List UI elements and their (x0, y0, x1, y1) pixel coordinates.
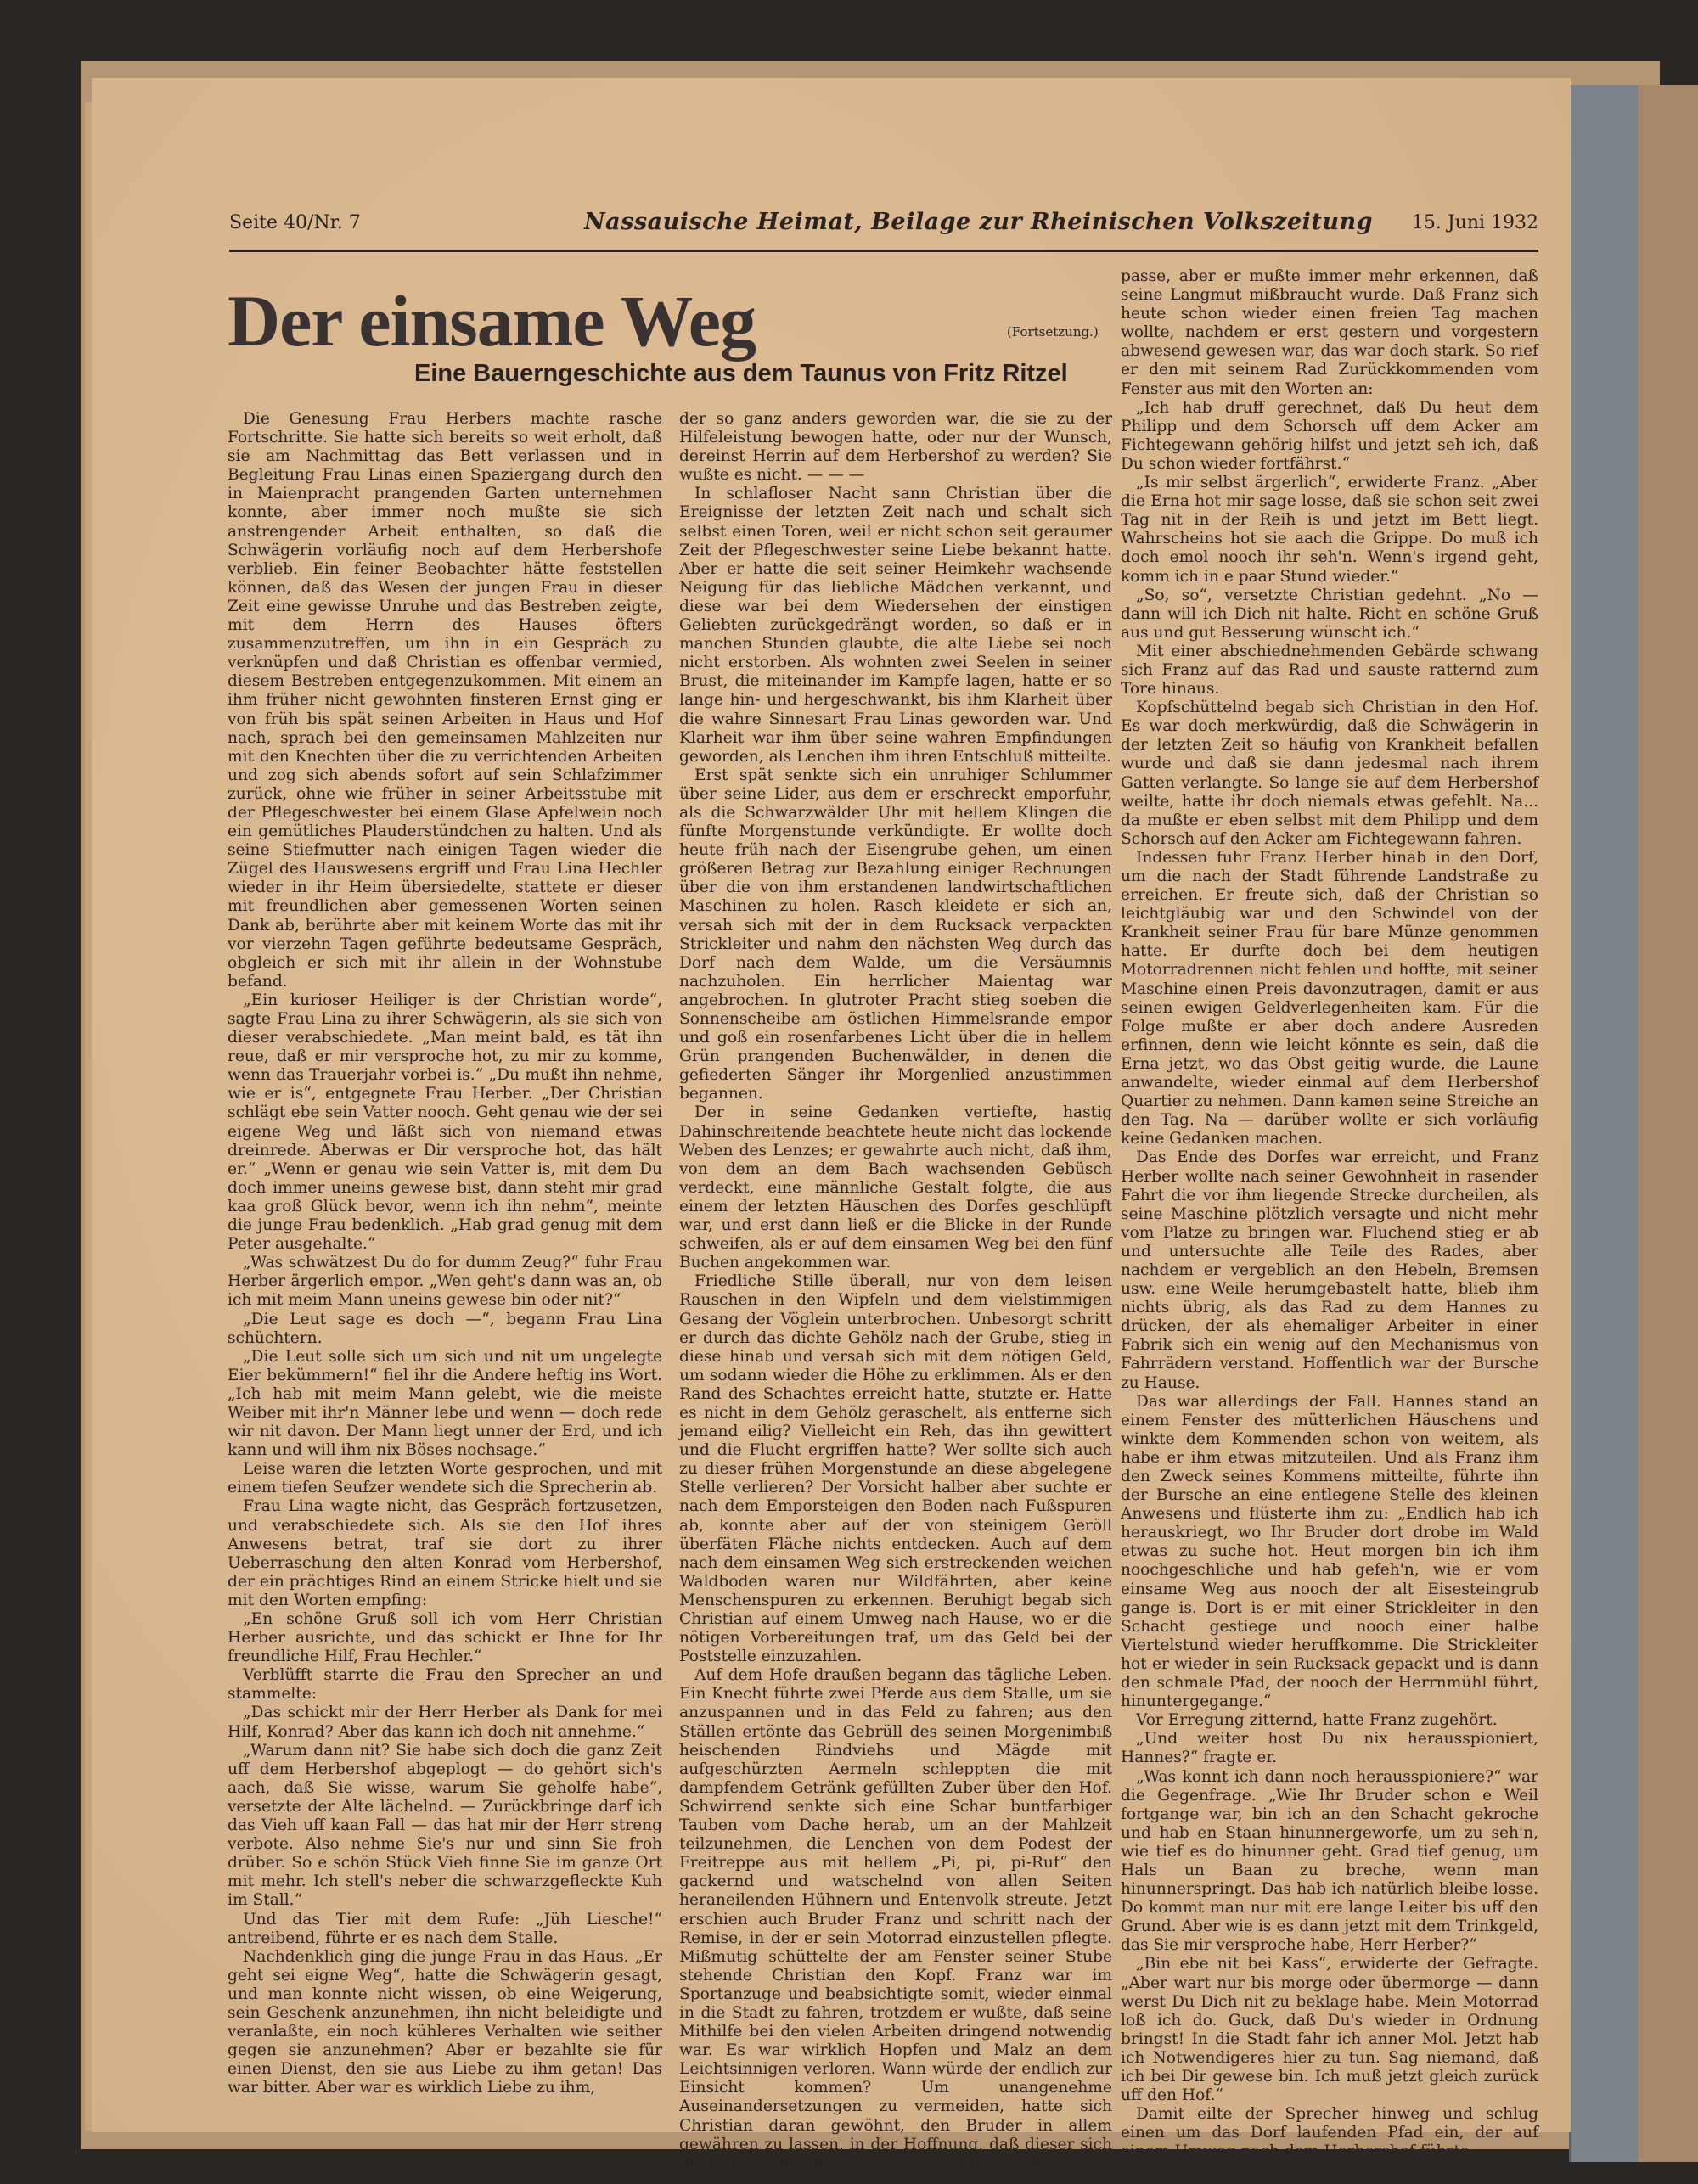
right-page-edge (1639, 85, 1698, 2162)
paragraph: „Das schickt mir der Herr Herber als Dank for mei Hilf, Konrad? Aber das kann ich doch nit annehme.“ (228, 1704, 662, 1741)
text-column-1 (228, 410, 662, 2097)
paragraph: „Die Leut sage es doch —“, begann Frau Lina schüchtern. (228, 1310, 662, 1347)
paragraph: Leise waren die letzten Worte gesprochen, und mit einem tiefen Seufzer wendete sich die Sprecherin ab. (228, 1460, 662, 1497)
paragraph: Das war allerdings der Fall. Hannes stand an einem Fenster des mütterlichen Häuschens und winkte dem Kommenden schon von weitem, als habe er ihm etwas mitzuteilen. Und als Franz ihm den Zweck seines Kommens mitteilte, führte ihn der Bursche an eine entlegene Stelle des kleinen Anwesens und flüsterte ihm zu: „Endlich hab ich herauskriegt, wo Ihr Bruder dort drobe im Wald etwas zu suche hot. Heut morgen bin ich ihm noochgeschliche und hab gefeh'n, wie er vom einsame Weg aus nooch der alt Eisesteingrub gange is. Dort is er mit einer Strickleiter in den Schacht gestiege und nooch einer halbe Viertelstund wieder heruffkomme. Die Strickleiter hot er wieder in sein Rucksack gepackt und is dann den schmale Pfad, der nooch der Herrnmühl führt, hinuntergegange.“ (1121, 1392, 1538, 1711)
paragraph: „En schöne Gruß soll ich vom Herr Christian Herber ausrichte, und das schickt er Ihne for Ihr freundliche Hilf, Frau Hechler.“ (228, 1610, 662, 1666)
issue-date: 15. Juni 1932 (1411, 212, 1538, 233)
page-header (229, 209, 1538, 252)
paragraph: „So, so“, versetzte Christian gedehnt. „No — dann will ich Dich nit halte. Richt en schöne Gruß aus und gut Besserung wünscht ich.“ (1121, 586, 1538, 642)
paragraph: „Warum dann nit? Sie habe sich doch die ganz Zeit uff dem Herbershof abgeplogt — do gehört sich's aach, daß Sie wisse, warum Sie geholfe habe“, versetzte der Alte lächelnd. — Zurückbringe darf ich das Vieh uff kaan Fall — das hat mir der Herr streng verbote. Also nehme Sie's nur und sinn Sie froh drüber. So e schön Stück Vieh finne Sie im ganze Ort mit mehr. Ich stell's neber die schwarzgefleckte Kuh im Stall.“ (228, 1741, 662, 1910)
text-column-3 (1121, 267, 1538, 2181)
paragraph: Verblüfft starrte die Frau den Sprecher an und stammelte: (228, 1666, 662, 1704)
paragraph: Der in seine Gedanken vertiefte, hastig Dahinschreitende beachtete heute nicht das lockende Weben des Lenzes; er gewahrte auch nicht, daß ihm, von dem an dem Bach wachsenden Gebüsch verdeckt, eine männliche Gestalt folgte, die aus einem der letzten Häuschen des Dorfes geschlüpft war, und erst dann ließ er die Blicke in der Runde schweifen, als er auf dem einsamen Weg bei den fünf Buchen angekommen war. (679, 1103, 1112, 1272)
paragraph: „Und weiter host Du nix herausspioniert, Hannes?“ fragte er. (1121, 1730, 1538, 1767)
paragraph: Das Ende des Dorfes war erreicht, und Franz Herber wollte nach seiner Gewohnheit in rasender Fahrt die vor ihm liegende Strecke durcheilen, als seine Maschine plötzlich versagte und nicht mehr vom Platze zu bringen war. Fluchend stieg er ab und untersuchte alle Teile des Rades, aber nachdem er vergeblich an den Hebeln, Bremsen usw. eine Weile herumgebastelt hatte, blieb ihm nichts übrig, als das Rad zu dem Hannes zu drücken, der als ehemaliger Arbeiter in einer Fabrik sich ein wenig auf den Mechanismus von Fahrrädern verstand. Hoffentlich war der Bursche zu Hause. (1121, 1148, 1538, 1392)
paragraph: In schlafloser Nacht sann Christian über die Ereignisse der letzten Zeit nach und schalt sich selbst einen Toren, weil er nicht schon seit geraumer Zeit der Pflegeschwester seine Liebe bekannt hatte. Aber er hatte die seit seiner Heimkehr wachsende Neigung für das liebliche Mädchen verkannt, und diese war bei dem Wiedersehen der einstigen Geliebten zurückgedrängt worden, so daß er in manchen Stunden glaubte, die alte Liebe sei noch nicht erstorben. Als wohnten zwei Seelen in seiner Brust, die miteinander im Kampfe lagen, hatte er so lange hin- und hergeschwankt, bis ihm Klarheit über die wahre Sinnesart Frau Linas geworden war. Und Klarheit war ihm über seine wahren Empfindungen geworden, als Lenchen ihm ihren Entschluß mitteilte. (679, 485, 1112, 766)
paragraph: Kopfschüttelnd begab sich Christian in den Hof. Es war doch merkwürdig, daß die Schwägerin in der letzten Zeit so häufig von Krankheit befallen wurde und daß sie dann jedesmal nach ihrem Gatten verlangte. So lange sie auf dem Herbershof weilte, hatte ihr doch niemals etwas gefehlt. Na... da mußte er eben selbst mit dem Philipp und dem Schorsch auf den Acker am Fichtegewann fahren. (1121, 699, 1538, 848)
article-subtitle: Eine Bauerngeschichte aus dem Taunus von Fritz Ritzel (414, 360, 1068, 387)
paragraph: „Ich hab druff gerechnet, daß Du heut dem Philipp und dem Schorsch uff dem Acker am Fichtegewann gehörig hilfst und jetzt seh ich, daß Du schon wieder fortfährst.“ (1121, 398, 1538, 473)
binder-strip (1569, 85, 1641, 2162)
paragraph: „Ein kurioser Heiliger is der Christian worde“, sagte Frau Lina zu ihrer Schwägerin, als sie sich von dieser verabschiedete. „Man meint bald, es tät ihn reue, daß er mir versproche hot, zu mir zu komme, wenn das Trauerjahr vorbei is.“ „Du mußt ihn nehme, wie er is“, entgegnete Frau Herber. „Der Christian schlägt ebe sein Vatter nooch. Geht genau wie der sei eigene Weg und läßt sich von niemand etwas dreinrede. Aberwas er Dir versproche hot, das hält er.“ „Wenn er genau wie sein Vatter is, mit dem Du doch immer uneins gewese bist, dann steht mir grad kaa groß Glück bevor, wenn ich ihn nehm“, meinte die junge Frau bedenklich. „Hab grad genug mit dem Peter ausgehalte.“ (228, 991, 662, 1254)
paragraph: „Was schwätzest Du do for dumm Zeug?“ fuhr Frau Herber ärgerlich empor. „Wen geht's dann was an, ob ich mit meim Mann uneins gewese bin oder nit?“ (228, 1254, 662, 1310)
paragraph: „Is mir selbst ärgerlich“, erwiderte Franz. „Aber die Erna hot mir sage losse, daß sie schon seit zwei Tag nit in der Reih is und jetzt im Bett liegt. Wahrscheins hot sie aach die Grippe. Do muß ich doch emol nooch ihr seh'n. Wenn's irgend geht, komm ich in e paar Stund wieder.“ (1121, 474, 1538, 586)
paragraph: Friedliche Stille überall, nur von dem leisen Rauschen in den Wipfeln und dem vielstimmigen Gesang der Vöglein unterbrochen. Unbesorgt schritt er durch das dichte Gehölz nach der Grube, stieg in diese hinab und versah sich mit dem nötigen Geld, um sodann wieder die Höhe zu erklimmen. Als er den Rand des Schachtes erreicht hatte, stutzte er. Hatte es nicht in dem Gehölz geraschelt, als entferne sich jemand eilig? Vielleicht ein Reh, das ihn gewittert und die Flucht ergriffen hatte? Wer sollte sich auch zu dieser frühen Morgenstunde an diese abgelegene Stelle verlieren? Der Vorsicht halber aber suchte er nach dem Emporsteigen den Boden nach Fußspuren ab, konnte aber auf der von steinigem Geröll überfäten Fläche nichts entdecken. Auch auf dem nach dem einsamen Weg sich erstreckenden weichen Waldboden waren nur Wildfährten, aber keine Menschenspuren zu erkennen. Beruhigt begab sich Christian auf einem Umweg nach Hause, wo er die nötigen Vorbereitungen traf, um das Geld bei der Poststelle einzuzahlen. (679, 1272, 1112, 1666)
paragraph: Auf dem Hofe draußen begann das tägliche Leben. Ein Knecht führte zwei Pferde aus dem Stalle, um sie anzuspannen und in das Feld zu fahren; aus den Ställen ertönte das Gebrüll des seinen Morgenimbiß heischenden Rindviehs und Mägde mit aufgeschürzten Aermeln schleppten die mit dampfendem Getränk gefüllten Zuber über den Hof. Schwirrend senkte sich eine Schar buntfarbiger Tauben vom Dache herab, um an der Mahlzeit teilzunehmen, die Lenchen von dem Podest der Freitreppe aus mit hellem „Pi, pi, pi-Ruf“ den gackernd und watschelnd von allen Seiten heraneilenden Hühnern und Entenvolk streute. Jetzt erschien auch Bruder Franz und schritt nach der Remise, in der er sein Motorrad einzustellen pflegte. Mißmutig schüttelte der am Fenster seiner Stube stehende Christian den Kopf. Franz war im Sportanzuge und beabsichtigte somit, wieder einmal in die Stadt zu fahren, trotzdem er wußte, daß seine Mithilfe bei den vielen Arbeiten dringend notwendig war. Es war wirklich Hopfen und Malz an dem Leichtsinnigen verloren. Wann würde der endlich zur Einsicht kommen? Um unangenehme Auseinandersetzungen zu vermeiden, hatte sich Christian daran gewöhnt, den Bruder in allem gewähren zu lassen, in der Hoffnung, daß dieser sich mit der Zeit den gegebenen Verhältnissen an- (679, 1666, 1112, 2172)
paragraph: Die Genesung Frau Herbers machte rasche Fortschritte. Sie hatte sich bereits so weit erholt, daß sie am Nachmittag das Bett verlassen und in Begleitung Frau Linas einen Spaziergang durch den in Maienpracht prangenden Garten unternehmen konnte, aber immer noch mußte sie sich anstrengender Arbeit enthalten, so daß die Schwägerin vorläufig noch auf dem Herbershofe verblieb. Ein feiner Beobachter hätte feststellen können, daß das Wesen der jungen Frau in dieser Zeit eine gewisse Unruhe und das Bestreben zeigte, mit dem Herrn des Hauses öfters zusammenzutreffen, um ihn in ein Gespräch zu verknüpfen und daß Christian es offenbar vermied, diesem Bestreben entgegenzukommen. Mit einem an ihm früher nicht gewohnten finsteren Ernst ging er von früh bis spät seinen Arbeiten in Haus und Hof nach, sprach bei den gemeinsamen Mahlzeiten nur mit den Knechten über die zu verrichtenden Arbeiten und zog sich abends sofort auf sein Schlafzimmer zurück, ohne wie früher in seiner Arbeitsstube mit der Pflegeschwester bei einem Glase Apfelwein noch ein gemütliches Plauderstündchen zu halten. Und als seine Stiefmutter nach einigen Tagen wieder die Zügel des Hauswesens ergriff und Frau Lina Hechler wieder in ihr Heim übersiedelte, stattete er dieser mit freundlichen aber gemessenen Worten seinen Dank ab, berührte aber mit keinem Worte das mit ihr vor vierzehn Tagen geführte bedeutsame Gespräch, obgleich er sich mit ihr allein in der Wohnstube befand. (228, 410, 662, 991)
continued-note: (Fortsetzung folgt.) (1421, 2167, 1538, 2181)
paragraph: Nachdenklich ging die junge Frau in das Haus. „Er geht sei eigne Weg“, hatte die Schwägerin gesagt, und man konnte nicht wissen, ob eine Weigerung, sein Geschenk anzunehmen, ihn nicht beleidigte und veranlaßte, ein noch kühleres Verhalten wie seither gegen sie anzunehmen? Aber er bezahlte sie für einen Dienst, den sie aus Liebe zu ihm getan! Das war bitter. Aber war es wirklich Liebe zu ihm, (228, 1947, 662, 2097)
page-number: Seite 40/Nr. 7 (229, 212, 361, 233)
article-title: Der einsame Weg (228, 280, 756, 362)
text-column-2 (679, 410, 1112, 2172)
paragraph: „Bin ebe nit bei Kass“, erwiderte der Gefragte. „Aber wart nur bis morge oder übermorge — dann werst Du Dich nit zu beklage habe. Mein Motorrad loß ich do. Guck, daß Du's wieder in Ordnung bringst! In die Stadt fahr ich anner Mol. Jetzt hab ich Notwendigeres hier zu tun. Sag niemand, daß ich bei Dir gewese bin. Ich muß jetzt gleich zurück uff den Hof.“ (1121, 1955, 1538, 2105)
paragraph: „Die Leut solle sich um sich und nit um ungelegte Eier bekümmern!“ fiel ihr die Andere heftig ins Wort. „Ich hab mit meim Mann gelebt, wie die meiste Weiber mit ihr'n Männer lebe und wenn — doch rede wir nit davon. Der Mann liegt unner der Erd, und ich kann und will ihm nix Böses nochsage.“ (228, 1347, 662, 1460)
paragraph: Und das Tier mit dem Rufe: „Jüh Liesche!“ antreibend, führte er es nach dem Stalle. (228, 1910, 662, 1947)
paragraph: passe, aber er mußte immer mehr erkennen, daß seine Langmut mißbraucht wurde. Daß Franz sich heute schon wieder einen freien Tag machen wollte, nachdem er erst gestern und vorgestern abwesend gewesen war, das war doch stark. So rief er den mit seinem Rad Zurückkommenden vom Fenster aus mit den Worten an: (1121, 267, 1538, 398)
paragraph: Frau Lina wagte nicht, das Gespräch fortzusetzen, und verabschiedete sich. Als sie den Hof ihres Anwesens betrat, traf sie dort zu ihrer Ueberraschung den alten Konrad vom Herbershof, der ein prächtiges Rind an einem Stricke hielt und sie mit den Worten empfing: (228, 1497, 662, 1609)
paragraph: Erst spät senkte sich ein unruhiger Schlummer über seine Lider, aus dem er erschreckt emporfuhr, als die Schwarzwälder Uhr mit hellem Klingen die fünfte Morgenstunde verkündigte. Er wollte doch heute früh nach der Eisengrube gehen, um einen größeren Betrag zur Bezahlung einiger Rechnungen über die von ihm erstandenen landwirtschaftlichen Maschinen zu holen. Rasch kleidete er sich an, versah sich mit der in dem Rucksack verpackten Strickleiter und nahm den nächsten Weg durch das Dorf nach dem Walde, um die Versäumnis nachzuholen. Ein herrlicher Maientag war angebrochen. In glutroter Pracht stieg soeben die Sonnenscheibe am östlichen Himmelsrande empor und goß ein rosenfarbenes Licht über die in hellem Grün prangenden Buchenwälder, in denen die gefiederten Sänger ihr Morgenlied anzustimmen begannen. (679, 766, 1112, 1103)
paragraph: Damit eilte der Sprecher hinweg und schlug einen um das Dorf laufenden Pfad ein, der auf einem Umweg nach dem Herbershof führte. (1121, 2105, 1538, 2161)
paragraph: Mit einer abschiednehmenden Gebärde schwang sich Franz auf das Rad und sauste ratternd zum Tore hinaus. (1121, 642, 1538, 699)
publication-title: Nassauische Heimat, Beilage zur Rheinischen Volkszeitung (584, 209, 1374, 235)
paragraph: „Was konnt ich dann noch herausspioniere?“ war die Gegenfrage. „Wie Ihr Bruder schon e Weil fortgange war, bin ich an den Schacht gekroche und hab en Staan hinunnergeworfe, um zu seh'n, wie tief es do hinunner geht. Grad tief genug, um Hals un Baan zu breche, wenn man hinunnerspringt. Das hab ich natürlich bleibe losse. Do kommt man nur mit ere lange Leiter bis uff den Grund. Aber wie is es dann jetzt mit dem Trinkgeld, das Sie mir versproche habe, Herr Herber?“ (1121, 1767, 1538, 1955)
paragraph: Vor Erregung zitternd, hatte Franz zugehört. (1136, 1711, 1498, 1730)
continuation-label: (Fortsetzung.) (1007, 324, 1099, 340)
paragraph: der so ganz anders geworden war, die sie zu der Hilfeleistung bewogen hatte, oder nur der Wunsch, dereinst Herrin auf dem Herbershof zu werden? Sie wußte es nicht. — — — (679, 410, 1112, 485)
paragraph: Indessen fuhr Franz Herber hinab in den Dorf, um die nach der Stadt führende Landstraße zu erreichen. Er freute sich, daß der Christian so leichtgläubig war und den Schwindel von der Krankheit seiner Frau für bare Münze genommen hatte. Er durfte doch bei dem heutigen Motorradrennen nicht fehlen und hoffte, mit seiner Maschine einen Preis davonzutragen, damit er aus seinen ewigen Geldverlegenheiten kam. Für die Folge mußte er aber doch andere Ausreden erfinnen, denn wie leicht könnte es sein, daß die Erna jetzt, wo das Obst geitig wurde, die Laune anwandelte, wieder einmal auf dem Herbershof Quartier zu nehmen. Dann kamen seine Streiche an den Tag. Na — darüber wollte er sich vorläufig keine Gedanken machen. (1121, 848, 1538, 1148)
